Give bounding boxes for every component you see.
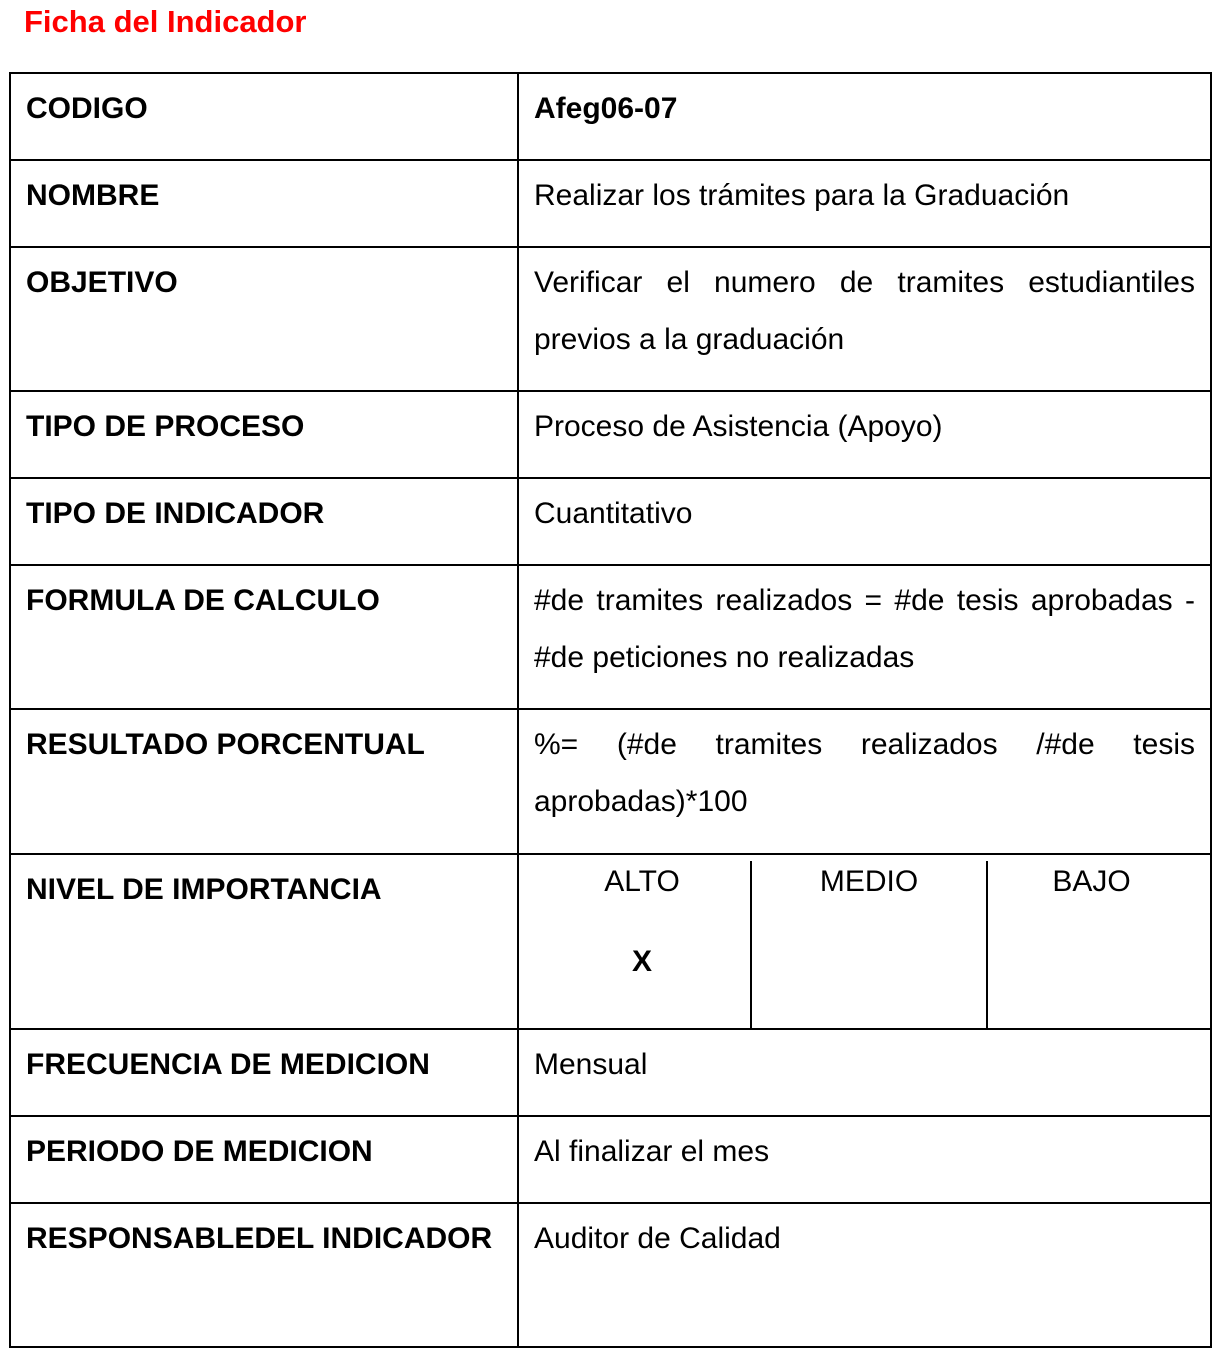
value-tipo-proceso: Proceso de Asistencia (Apoyo) [518,391,1211,478]
value-codigo: Afeg06-07 [518,73,1211,160]
row-objetivo [10,247,1211,391]
page-title: Ficha del Indicador [24,4,307,39]
row-tipo-proceso [10,391,1211,478]
row-nivel [10,854,1211,1029]
row-periodo [10,1116,1211,1203]
nivel-medio-cell [751,861,987,1028]
row-formula [10,565,1211,709]
row-tipo-indicador [10,478,1211,565]
nivel-options [518,854,1211,1029]
value-responsable: Auditor de Calidad [518,1203,1211,1347]
value-objetivo: Verificar el numero de tramites estudiantiles previos a la graduación [518,247,1211,391]
value-formula: #de tramites realizados = #de tesis aprobadas - #de peticiones no realizadas [518,565,1211,709]
indicator-table [9,72,1212,1348]
value-tipo-indicador: Cuantitativo [518,478,1211,565]
row-nombre [10,160,1211,247]
nivel-bajo-cell [987,861,1195,1028]
value-resultado: %= (#de tramites realizados /#de tesis aprobadas)*100 [518,709,1211,854]
label-nombre: NOMBRE [10,160,518,247]
nivel-alto-mark: X [631,945,652,978]
row-responsable [10,1203,1211,1347]
label-periodo: PERIODO DE MEDICION [10,1116,518,1203]
label-nivel: NIVEL DE IMPORTANCIA [10,854,518,1029]
nivel-medio-label: MEDIO [819,865,919,898]
label-resultado: RESULTADO PORCENTUAL [10,709,518,854]
row-codigo [10,73,1211,160]
row-frecuencia [10,1029,1211,1116]
label-objetivo: OBJETIVO [10,247,518,391]
nivel-alto-cell [534,861,751,1028]
label-tipo-indicador: TIPO DE INDICADOR [10,478,518,565]
label-frecuencia: FRECUENCIA DE MEDICION [10,1029,518,1116]
label-formula: FORMULA DE CALCULO [10,565,518,709]
value-nombre: Realizar los trámites para la Graduación [518,160,1211,247]
value-frecuencia: Mensual [518,1029,1211,1116]
nivel-grid [534,861,1195,1028]
label-codigo: CODIGO [10,73,518,160]
label-tipo-proceso: TIPO DE PROCESO [10,391,518,478]
nivel-alto-label: ALTO [604,865,680,898]
row-resultado [10,709,1211,854]
label-responsable: RESPONSABLEDEL INDICADOR [10,1203,518,1347]
value-periodo: Al finalizar el mes [518,1116,1211,1203]
nivel-bajo-label: BAJO [1052,865,1131,898]
